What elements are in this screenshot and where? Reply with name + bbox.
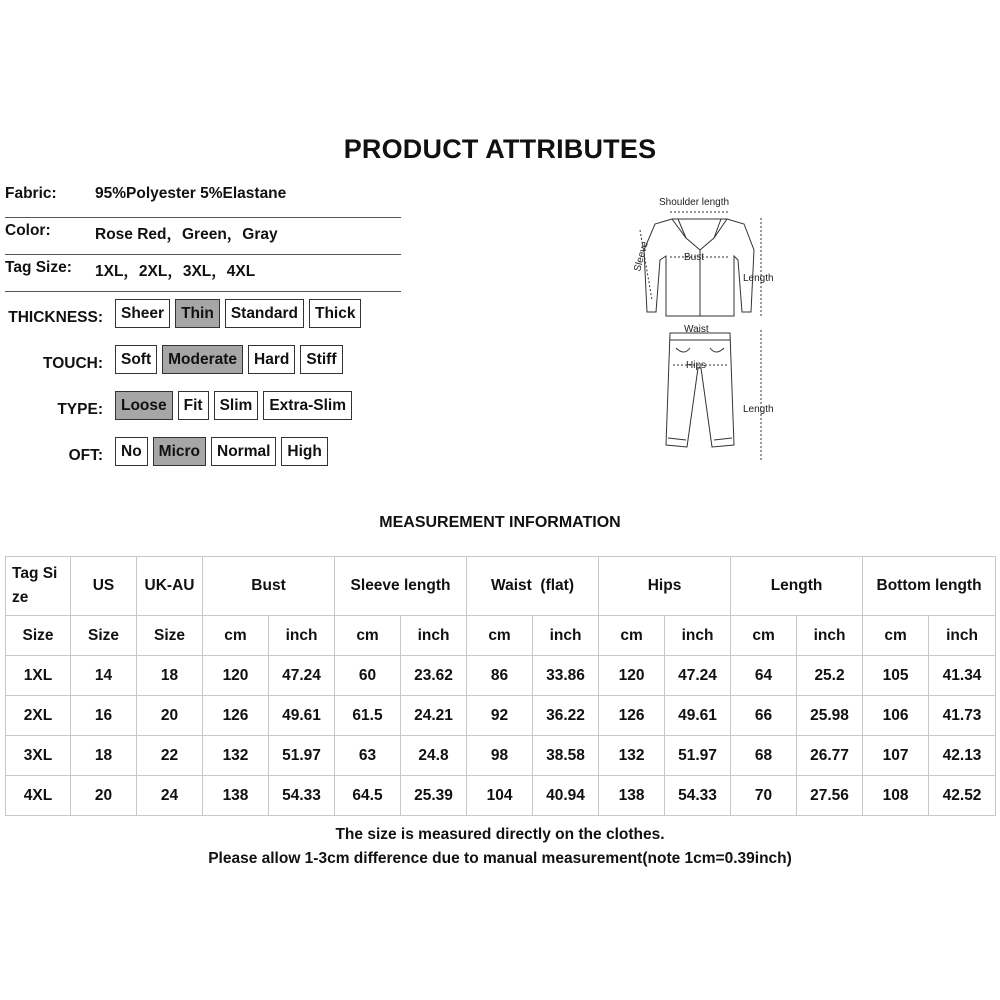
attr-value: Rose Red，Green，Gray — [95, 226, 278, 243]
table-cell: 54.33 — [269, 776, 335, 816]
chip-normal: Normal — [211, 437, 276, 466]
chip-fit: Fit — [178, 391, 209, 420]
table-row — [6, 736, 996, 776]
header-cell: Sleeve length — [335, 557, 467, 616]
option-chips — [115, 345, 343, 374]
measurement-title: MEASUREMENT INFORMATION — [379, 514, 621, 531]
option-chips — [115, 299, 361, 328]
chip-moderate: Moderate — [162, 345, 243, 374]
subheader-cell: inch — [797, 616, 863, 656]
table-cell: 70 — [731, 776, 797, 816]
table-cell: 38.58 — [533, 736, 599, 776]
table-cell: 104 — [467, 776, 533, 816]
table-cell: 66 — [731, 696, 797, 736]
subheader-cell: inch — [269, 616, 335, 656]
chip-soft: Soft — [115, 345, 157, 374]
option-label: TOUCH: — [43, 355, 103, 372]
table-header-row — [6, 557, 996, 616]
chip-extra-slim: Extra-Slim — [263, 391, 352, 420]
attr-color — [5, 218, 401, 255]
chip-slim: Slim — [214, 391, 259, 420]
table-cell: 61.5 — [335, 696, 401, 736]
size-table — [5, 556, 996, 816]
subheader-cell: cm — [731, 616, 797, 656]
table-cell: 49.61 — [269, 696, 335, 736]
table-cell: 18 — [137, 656, 203, 696]
attr-label: Tag Size: — [5, 259, 72, 276]
table-cell: 3XL — [6, 736, 71, 776]
label-bust: Bust — [684, 252, 705, 263]
header-cell: Hips — [599, 557, 731, 616]
subheader-cell: cm — [203, 616, 269, 656]
subheader-cell: Size — [137, 616, 203, 656]
attr-label: Fabric: — [5, 185, 57, 202]
table-cell: 47.24 — [665, 656, 731, 696]
table-row — [6, 776, 996, 816]
table-cell: 24.21 — [401, 696, 467, 736]
table-cell: 20 — [137, 696, 203, 736]
table-cell: 1XL — [6, 656, 71, 696]
subheader-cell: Size — [6, 616, 71, 656]
table-cell: 126 — [203, 696, 269, 736]
table-cell: 25.98 — [797, 696, 863, 736]
table-cell: 24.8 — [401, 736, 467, 776]
table-cell: 98 — [467, 736, 533, 776]
table-cell: 132 — [203, 736, 269, 776]
table-cell: 107 — [863, 736, 929, 776]
option-chips — [115, 437, 328, 466]
attr-fabric — [5, 181, 401, 218]
table-cell: 120 — [203, 656, 269, 696]
label-pants-length: Length — [743, 404, 774, 415]
header-cell: US — [71, 557, 137, 616]
table-cell: 36.22 — [533, 696, 599, 736]
table-cell: 4XL — [6, 776, 71, 816]
table-cell: 106 — [863, 696, 929, 736]
header-cell: Bottom length — [863, 557, 996, 616]
table-cell: 64.5 — [335, 776, 401, 816]
table-cell: 42.52 — [929, 776, 996, 816]
header-cell: Waist (flat) — [467, 557, 599, 616]
table-cell: 16 — [71, 696, 137, 736]
table-cell: 42.13 — [929, 736, 996, 776]
option-label: OFT: — [68, 447, 103, 464]
table-cell: 23.62 — [401, 656, 467, 696]
subheader-cell: inch — [665, 616, 731, 656]
header-cell: Tag Si ze — [6, 557, 71, 616]
table-cell: 27.56 — [797, 776, 863, 816]
table-cell: 86 — [467, 656, 533, 696]
table-cell: 26.77 — [797, 736, 863, 776]
label-top-length: Length — [743, 273, 774, 284]
subheader-cell: inch — [401, 616, 467, 656]
label-sleeve: Sleeve — [632, 240, 651, 273]
option-chips — [115, 391, 352, 420]
subheader-cell: inch — [533, 616, 599, 656]
table-cell: 18 — [71, 736, 137, 776]
chip-standard: Standard — [225, 299, 304, 328]
chip-loose: Loose — [115, 391, 173, 420]
table-cell: 138 — [599, 776, 665, 816]
table-cell: 68 — [731, 736, 797, 776]
label-shoulder-length: Shoulder length — [659, 197, 730, 208]
subheader-cell: cm — [863, 616, 929, 656]
table-cell: 40.94 — [533, 776, 599, 816]
subheader-cell: cm — [467, 616, 533, 656]
header-cell: Length — [731, 557, 863, 616]
table-cell: 120 — [599, 656, 665, 696]
attr-value: 95%Polyester 5%Elastane — [95, 185, 287, 202]
shirt-icon — [640, 212, 761, 316]
attr-value: 1XL，2XL，3XL，4XL — [95, 263, 256, 280]
table-cell: 63 — [335, 736, 401, 776]
chip-thin: Thin — [175, 299, 220, 328]
subheader-cell: cm — [599, 616, 665, 656]
chip-thick: Thick — [309, 299, 361, 328]
chip-no: No — [115, 437, 148, 466]
table-cell: 47.24 — [269, 656, 335, 696]
chip-sheer: Sheer — [115, 299, 170, 328]
option-label: THICKNESS: — [8, 309, 103, 326]
table-cell: 51.97 — [665, 736, 731, 776]
table-cell: 25.39 — [401, 776, 467, 816]
note-measured: The size is measured directly on the clothes. — [335, 826, 665, 843]
header-cell: UK-AU — [137, 557, 203, 616]
table-cell: 25.2 — [797, 656, 863, 696]
header-cell: Bust — [203, 557, 335, 616]
table-cell: 132 — [599, 736, 665, 776]
table-cell: 138 — [203, 776, 269, 816]
chip-high: High — [281, 437, 327, 466]
garment-diagram — [620, 190, 790, 470]
chip-hard: Hard — [248, 345, 295, 374]
table-cell: 51.97 — [269, 736, 335, 776]
table-cell: 2XL — [6, 696, 71, 736]
label-waist: Waist — [684, 324, 709, 335]
chip-micro: Micro — [153, 437, 206, 466]
subheader-cell: cm — [335, 616, 401, 656]
table-cell: 24 — [137, 776, 203, 816]
table-body — [6, 656, 996, 816]
table-cell: 22 — [137, 736, 203, 776]
table-cell: 49.61 — [665, 696, 731, 736]
table-cell: 92 — [467, 696, 533, 736]
attr-tag-size — [5, 255, 401, 292]
page-title: PRODUCT ATTRIBUTES — [343, 134, 657, 164]
table-cell: 105 — [863, 656, 929, 696]
table-cell: 126 — [599, 696, 665, 736]
subheader-cell: Size — [71, 616, 137, 656]
table-cell: 14 — [71, 656, 137, 696]
table-cell: 20 — [71, 776, 137, 816]
attr-label: Color: — [5, 222, 51, 239]
table-row — [6, 656, 996, 696]
label-hips: Hips — [686, 360, 707, 371]
table-cell: 33.86 — [533, 656, 599, 696]
table-subheader-row — [6, 616, 996, 656]
table-cell: 41.73 — [929, 696, 996, 736]
table-cell: 60 — [335, 656, 401, 696]
table-cell: 41.34 — [929, 656, 996, 696]
subheader-cell: inch — [929, 616, 996, 656]
note-allowance: Please allow 1-3cm difference due to manual measurement(note 1cm=0.39inch) — [208, 850, 792, 867]
table-cell: 108 — [863, 776, 929, 816]
option-label: TYPE: — [57, 401, 103, 418]
table-row — [6, 696, 996, 736]
pants-icon — [666, 330, 761, 460]
table-cell: 64 — [731, 656, 797, 696]
table-cell: 54.33 — [665, 776, 731, 816]
chip-stiff: Stiff — [300, 345, 342, 374]
